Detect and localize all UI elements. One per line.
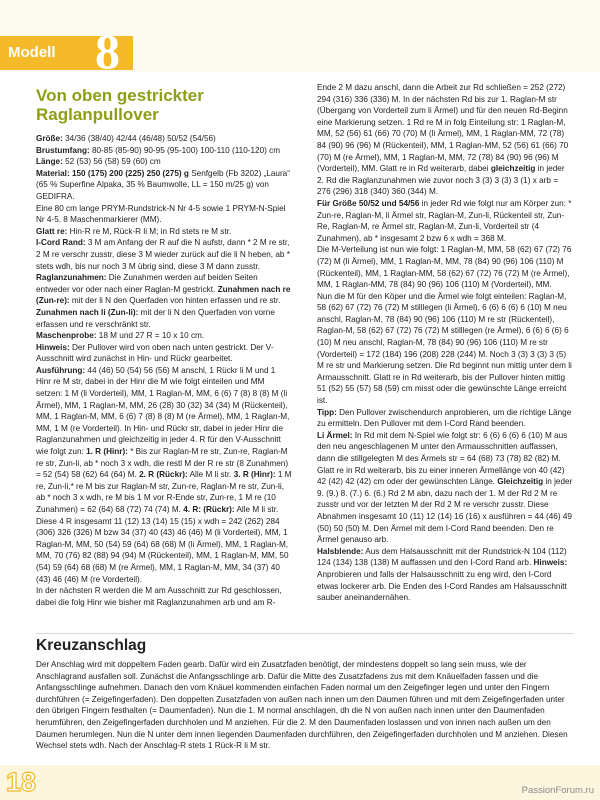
tip-paragraph: Tipp: Den Pullover zwischendurch anprobieren, um die richtige Länge zu ermitteln. Den Pullover mit dem I-Cord Rand beenden. bbox=[317, 407, 572, 429]
right-column bbox=[317, 82, 573, 604]
size-paragraph: Größe: 34/36 (38/40) 42/44 (46/48) 50/52 (54/56) bbox=[36, 134, 216, 143]
pattern-title-line2: Raglanpullover bbox=[36, 105, 159, 124]
raglan-increase-paragraph: Raglanzunahmen: Die Zunahmen werden auf beiden Seiten entweder vor oder nach einer Raglan-M gestrickt. Zunahmen nach re (Zun-re): mit der li N den Querfaden von hinten erfassen und re str. Zunahmen nach li (Zun-li): mit der li N den Querfaden von vorne erfassen und re verschränkt str. bbox=[36, 273, 291, 329]
round-paragraph: Ende 2 M dazu anschl, dann die Arbeit zur Rd schließen = 252 (272) 294 (316) 336 (336) M. In der nächsten Rd bis zur 1. Raglan-M str (Übergang von Vorderteil zum li Ärmel) und für den neuen Rd-Beginn eine Markierung setzen. 1 Rd re M in folg Einteilung str: 1 Raglan-M, MM, 52 (56) 61 (66) 70 (70) M (li Ärmel), MM, 1 Raglan-MM, 72 (78) 84 (90) 96 (96) M (Rückenteil), MM, 1 Raglan-MM, 52 (56) 61 (66) 70 (70) M (re Ärmel), MM, 1 Raglan-M, MM, 72 (78) 84 (90) 96 (96) M (Vorderteil), MM. Glatt re in Rd weiterarb, dabei gleichzeitig in jeder 2. Rd die Raglanzunahmen wie zuvor noch 3 (3) 3 (3) 3 (1) x arb = 276 (296) 318 (340) 360 (344) M. bbox=[317, 83, 569, 197]
pattern-title bbox=[36, 86, 204, 124]
neckband-paragraph: Halsblende: Aus dem Halsausschnitt mit der Rundstrick-N 104 (112) 124 (134) 138 (138) M auffassen und den I-Cord Rand arb. Hinweis: Anprobieren und falls der Halsausschnitt zu eng wird, den I-Cord etwas lockerer arb. Die Enden des I-Cord Randes am Halsausschnitt sauber aneinandernähen. bbox=[317, 546, 568, 603]
distribution-paragraph: Die M-Verteilung ist nun wie folgt: 1 Raglan-M, MM, 58 (62) 67 (72) 76 (72) M (li Ärmel), MM, 1 Raglan-M, MM, 78 (84) 90 (96) 106 (110) M (Rückenteil), MM, 1 Raglan-MM, 58 (62) 67 (72) 76 (72) M (re Ärmel), MM, 1 Raglan-MM, 78 (84) 90 (96) 106 (110) M (Vorderteil), MM. bbox=[317, 245, 572, 290]
note-paragraph: Hinweis: Der Pullover wird von oben nach unten gestrickt. Der V-Ausschnitt wird zunächst in Hin- und Rückr gearbeitet. bbox=[36, 342, 274, 364]
section-divider bbox=[36, 633, 574, 634]
model-number: 8 bbox=[95, 23, 120, 79]
instructions-paragraph: Ausführung: 44 (46) 50 (54) 56 (56) M anschl, 1 Rückr li M und 1 Hinr re M str, dabei in der Hinr die M wie folgt einteilen und MM setzen: 1 M (li Vorderteil), MM, 1 Raglan-M, MM, 6 (6) 7 (8) 8 (8) M (li Ärmel), MM, 1 Raglan-M, MM, 26 (28) 30 (32) 34 (34) M (Rückenteil), MM, 1 Raglan-M, MM, 6 (6) 7 (8) 8 (8) M (re Ärmel), MM, 1 Raglan-M, MM, 1 M (re Vorderteil). In Hin- und Rückr str, dabei in jeder Hinr die Raglanzunahmen und gleichzeitig in jeder 4. R für den V-Ausschnitt wie folgt zun: 1. R (Hinr): * Bis zur Raglan-M re str, Zun-re, Raglan-M re str, Zun-li, ab * noch 3 x wdh, die restl M der R re str (8 Zunahmen) = 52 (54) 58 (62) 64 (64) M. 2. R (Rückr): Alle M li str. 3. R (Hinr): 1 M re, Zun-li,* re M bis zur Raglan-M str, Zun-re, Raglan-M re str, Zun-li, ab * noch 3 x wdh, re M bis 1 M vor R-Ende str, Zun-re, 1 M re (10 Zunahmen) = 62 (64) 68 (72) 74 (74) M. 4. R: (Rückr): Alle M li str. Diese 4 R insgesamt 11 (12) 13 (14) 15 (15) x wdh = 242 (262) 284 (306) 326 (326) M bzw 34 (37) 40 (43) 46 (46) M (li Vorderteil), MM, 1 Raglan-M, MM, 50 (54) 59 (64) 68 (68) M (li Ärmel), MM, 1 Raglan-M, MM, 70 (76) 82 (88) 94 (94) M (Rückenteil), MM, 1 Raglan-M, MM, 50 (54) 59 (64) 68 (68) M (re Ärmel), MM, 1 Raglan-M, MM, 34 (37) 40 (43) 46 (46) M (re Vorderteil). bbox=[36, 365, 292, 584]
icord-paragraph: I-Cord Rand: 3 M am Anfang der R auf die N aufstr, dann * 2 M re str, 2 M re verschr zusstr, diese 3 M wieder zurück auf die li N heben, ab * stets wdh, bis nur noch 3 M übrig sind, diese 3 M dann zusstr. bbox=[36, 238, 290, 271]
stockinette-paragraph: Glatt re: Hin-R re M, Rück-R li M; in Rd stets re M str. bbox=[36, 226, 232, 236]
large-sizes-paragraph: Für Größe 50/52 und 54/56 in jeder Rd wie folgt nur am Körper zun: * Zun-re, Raglan-M, li Ärmel str, Raglan-M, Zun-li, Rückenteil str, Zun-Re, Raglan-M, re Ärmel str, Raglan-M, Zun-li, Vorderteil str (4 Zunahmen), ab * insgesamt 2 bzw 6 x wdh = 368 M. bbox=[317, 198, 572, 243]
body-sleeve-paragraph: Nun die M für den Köper und die Ärmel wie folgt einteilen: Raglan-M, 58 (62) 67 (72) 76 (72) M stilllegen (li Ärmel), 6 (6) 6 (6) 6 (10) M neu anschl, Raglan-M, 78 (84) 90 (96) 106 (110) M re str (Rückenteil), Raglan-M, 58 (62) 67 (72) 76 (72) M stilllegen (re Ärmel), 6 (6) 6 (6) 6 (10) M neu anschl, Raglan-M, 78 (84) 90 (96) 106 (110) M re str (Vorderteil) = 172 (184) 196 (208) 228 (244) M. Noch 3 (3) 3 (3) 3 (5) M re str und Markierung setzen. Die Rd beginnt nun mittig unter dem li Armausschnitt. Glatt re in Rd weiterarb, bis der Pullover hinten mittig 51 (52) 55 (57) 58 (59) cm misst oder die gewünschte Länge erreicht ist. bbox=[317, 291, 572, 406]
model-tab bbox=[0, 23, 133, 79]
section-title: Kreuzanschlag bbox=[36, 637, 147, 654]
material-paragraph: Material: 150 (175) 200 (225) 250 (275) g Senfgelb (Fb 3202) „Laura“ (65 % Superfine Alpaka, 35 % Baumwolle, LL = 150 m/25 g) von GEDIFRA. bbox=[36, 168, 290, 201]
model-label: Modell bbox=[8, 44, 56, 61]
watermark: PassionForum.ru bbox=[521, 785, 594, 796]
bust-paragraph: Brustumfang: 80-85 (85-90) 90-95 (95-100) 100-110 (110-120) cm bbox=[36, 145, 281, 155]
left-column bbox=[36, 133, 292, 608]
needles-paragraph: Eine 80 cm lange PRYM-Rundstrick-N Nr 4-5 sowie 1 PRYM-N-Spiel Nr 4-5. 8 Maschenmarkierer (MM). bbox=[36, 203, 286, 225]
page-number: 18 bbox=[6, 767, 37, 797]
left-sleeve-paragraph: Li Ärmel: In Rd mit dem N-Spiel wie folgt str: 6 (6) 6 (6) 6 (10) M aus den neu angeschlagenen M unter den Armausschnitten auffassen, dann die stillgelegten M des Ärmels str = 64 (68) 73 (78) 82 (82) M. Glatt re in Rd weiterarb, bis zu einer inneren Ärmellänge von 40 (42) 42 (42) 42 (42) cm oder der gewünschten Länge. Gleichzeitig in jeder 9. (9.) 8. (7.) 6. (6.) Rd 2 M abn, dazu nach der 1. M der Rd 2 M re zusstr und vor der letzten M der Rd 2 M re verschr zusstr. Diese Abnahmen insgesamt 10 (11) 12 (14) 16 (16) x ausführen = 44 (46) 49 (50) 50 (50) M. Den Ärmel mit dem I-Cord Rand beenden. Den re Ärmel genauso arb. bbox=[317, 430, 573, 545]
section-text: Der Anschlag wird mit doppeltem Faden gearb. Dafür wird ein Zusatzfaden benötigt, der mindestens doppelt so lang sein muss, wie der Anschlagrand ausfallen soll. Zunächst die Anfangsschlinge arb. Dafür die Mitte des Zusatzfadens zus mit dem Knäuelfaden fassen und die Anfangsschlinge aufnehmen. Danach den vom Knäuel kommenden einfachen Faden normal um den Zeigefinger legen und unter den Fingern durchführen (= Zeigefingerfaden). Den doppelten Zusatzfaden von außen nach innen um den Daumen führen und mit dem Zeigefingerfaden unter den übrigen Fingern festhalten (= Daumenfaden). Nun die 1. M normal anschlagen, dh die N von außen nach innen unter den Daumenfaden herumführen, den Zeigefingerfaden durchholen und M anziehen. Für die 2. M den Daumenfaden loslassen und von innen nach außen um den Daumen herumlegen. Nun die N unter dem innen liegenden Daumenfaden durchführen, den Zeigefingerfaden durchholen und M anziehen. Diesen Wechsel stets wdh. Nach der Anschlag-R stets 1 Rück-R li M str. bbox=[36, 660, 568, 751]
footer-band bbox=[0, 765, 600, 800]
gauge-paragraph: Maschenprobe: 18 M und 27 R = 10 x 10 cm. bbox=[36, 331, 205, 341]
pattern-title-line1: Von oben gestrickter bbox=[36, 86, 204, 105]
length-paragraph: Länge: 52 (53) 56 (58) 59 (60) cm bbox=[36, 157, 161, 167]
closing-paragraph: In der nächsten R werden die M am Ausschnitt zur Rd geschlossen, dabei die folg Hinr wie bisher mit Raglanzunahmen arb und am R- bbox=[36, 586, 282, 607]
